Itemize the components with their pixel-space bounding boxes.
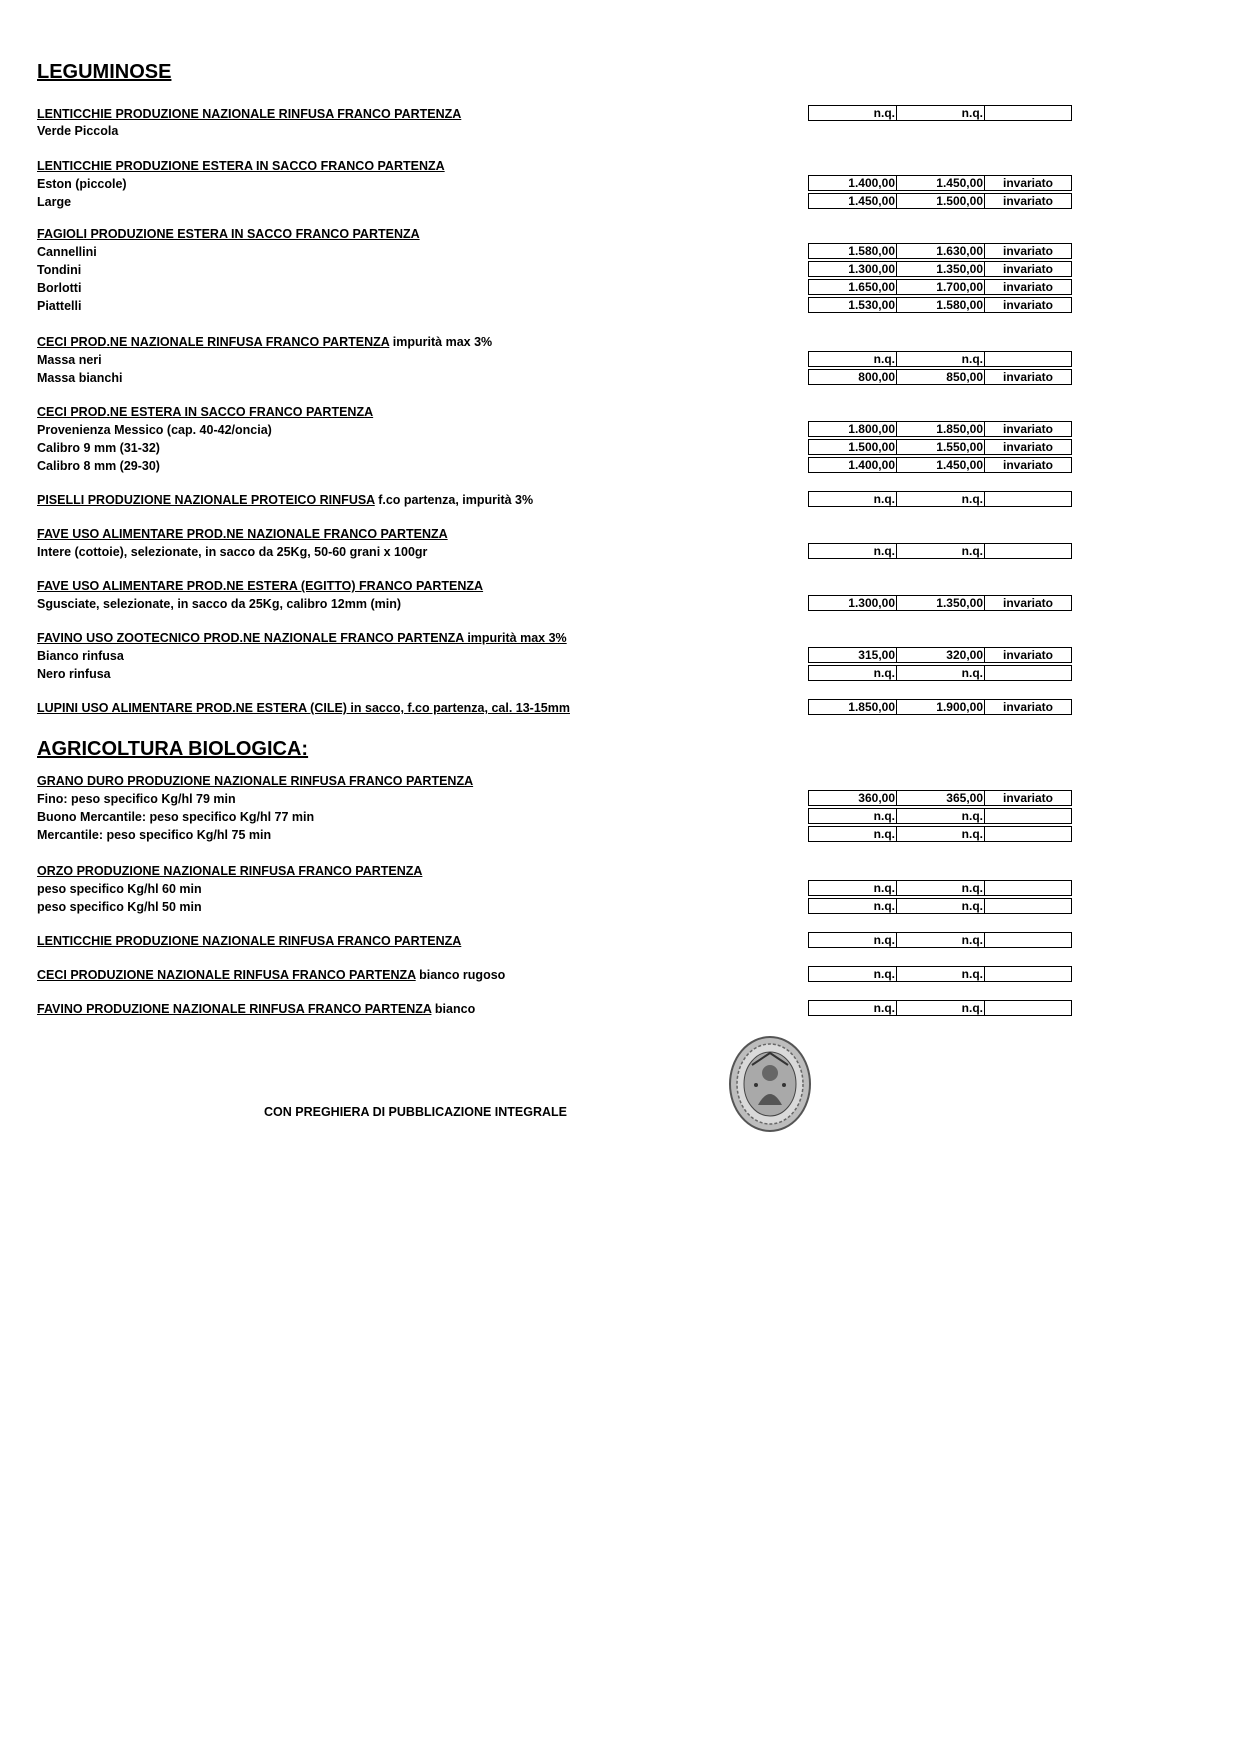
price-min: 315,00 [809, 648, 897, 662]
section-heading [37, 159, 445, 173]
price-min: 1.580,00 [809, 244, 897, 258]
product-row [0, 439, 1240, 456]
product-row [0, 421, 1240, 438]
section-heading [37, 1002, 475, 1016]
section-note: bianco rugoso [415, 968, 506, 982]
price-max: 1.580,00 [897, 298, 985, 312]
product-label: Cannellini [37, 245, 97, 259]
price-cells [808, 175, 1072, 191]
section-heading [37, 934, 461, 948]
product-row [0, 297, 1240, 314]
section-heading [37, 493, 533, 507]
section-heading [37, 527, 448, 541]
product-label: Massa bianchi [37, 371, 123, 385]
section-row [0, 225, 1240, 242]
price-variation: invariato [1002, 262, 1053, 276]
price-max: n.q. [897, 809, 985, 823]
product-row [0, 543, 1240, 560]
price-max: 1.450,00 [897, 458, 985, 472]
price-min: 1.450,00 [809, 194, 897, 208]
price-cells [808, 699, 1072, 715]
section-note: f.co partenza, impurità 3% [374, 493, 534, 507]
price-min: n.q. [809, 933, 897, 947]
price-max: n.q. [897, 492, 985, 506]
product-label: Large [37, 195, 72, 209]
price-max: 1.500,00 [897, 194, 985, 208]
price-max: n.q. [897, 967, 985, 981]
section-row [0, 105, 1240, 122]
section-heading [37, 405, 373, 419]
product-row [0, 279, 1240, 296]
price-max: n.q. [897, 899, 985, 913]
price-max: 850,00 [897, 370, 985, 384]
section-row [0, 525, 1240, 542]
price-variation: invariato [1002, 440, 1053, 454]
section-row [0, 772, 1240, 789]
product-row [0, 122, 1240, 139]
product-label: Nero rinfusa [37, 667, 111, 681]
price-cells [808, 647, 1072, 663]
price-variation [985, 1001, 1071, 1015]
section-title: CECI PROD.NE ESTERA IN SACCO FRANCO PARTENZA [37, 405, 374, 419]
section-title: CECI PROD.NE NAZIONALE RINFUSA FRANCO PARTENZA [37, 335, 390, 349]
section-title: LUPINI USO ALIMENTARE PROD.NE ESTERA (CILE) in sacco, f.co partenza, cal. 13-15mm [37, 701, 570, 715]
price-variation: invariato [1002, 298, 1053, 312]
section-heading [37, 968, 505, 982]
section-row [0, 491, 1240, 508]
section-title: FAGIOLI PRODUZIONE ESTERA IN SACCO FRANCO PARTENZA [37, 227, 420, 241]
price-max: n.q. [897, 933, 985, 947]
price-min: n.q. [809, 809, 897, 823]
price-variation: invariato [1002, 422, 1053, 436]
product-row [0, 261, 1240, 278]
price-cells [808, 491, 1072, 507]
price-variation [985, 106, 1071, 120]
section-row [0, 1000, 1240, 1017]
price-cells [808, 1000, 1072, 1016]
product-row [0, 790, 1240, 807]
price-variation [985, 544, 1071, 558]
footer-note: CON PREGHIERA DI PUBBLICAZIONE INTEGRALE [264, 1105, 568, 1119]
price-max: 1.450,00 [897, 176, 985, 190]
product-label: Intere (cottoie), selezionate, in sacco da 25Kg, 50-60 grani x 100gr [37, 545, 428, 559]
price-cells [808, 898, 1072, 914]
product-label: Fino: peso specifico Kg/hl 79 min [37, 792, 236, 806]
product-label: Sgusciate, selezionate, in sacco da 25Kg, calibro 12mm (min) [37, 597, 402, 611]
price-variation: invariato [1002, 648, 1053, 662]
price-max: n.q. [897, 881, 985, 895]
price-min: n.q. [809, 106, 897, 120]
price-cells [808, 966, 1072, 982]
product-row [0, 369, 1240, 386]
price-cells [808, 665, 1072, 681]
section-title: LENTICCHIE PRODUZIONE NAZIONALE RINFUSA FRANCO PARTENZA [37, 934, 462, 948]
price-cells [808, 543, 1072, 559]
product-row [0, 457, 1240, 474]
section-title: CECI PRODUZIONE NAZIONALE RINFUSA FRANCO PARTENZA [37, 968, 416, 982]
section-heading [37, 335, 492, 349]
product-row [0, 243, 1240, 260]
product-row [0, 193, 1240, 210]
price-min: 360,00 [809, 791, 897, 805]
price-cells [808, 421, 1072, 437]
section-row [0, 403, 1240, 420]
product-row [0, 898, 1240, 915]
section-row [0, 932, 1240, 949]
product-label: Calibro 8 mm (29-30) [37, 459, 160, 473]
price-cells [808, 351, 1072, 367]
price-cells [808, 297, 1072, 313]
price-max: n.q. [897, 666, 985, 680]
price-min: n.q. [809, 967, 897, 981]
price-max: 320,00 [897, 648, 985, 662]
product-label: Tondini [37, 263, 82, 277]
price-variation [985, 827, 1071, 841]
section-row [0, 577, 1240, 594]
price-variation [985, 881, 1071, 895]
price-variation [985, 933, 1071, 947]
price-min: 1.500,00 [809, 440, 897, 454]
seal-icon [728, 1035, 812, 1133]
price-min: 1.400,00 [809, 458, 897, 472]
price-max: 1.350,00 [897, 262, 985, 276]
price-cells [808, 439, 1072, 455]
price-variation [985, 967, 1071, 981]
price-variation: invariato [1002, 244, 1053, 258]
price-max: 1.350,00 [897, 596, 985, 610]
price-cells [808, 369, 1072, 385]
product-row [0, 665, 1240, 682]
section-heading [37, 107, 461, 121]
title-agricoltura-biologica: AGRICOLTURA BIOLOGICA: [37, 738, 309, 760]
price-min: n.q. [809, 544, 897, 558]
product-label: Borlotti [37, 281, 82, 295]
product-row [0, 351, 1240, 368]
price-max: n.q. [897, 544, 985, 558]
section-title: FAVE USO ALIMENTARE PROD.NE ESTERA (EGITTO) FRANCO PARTENZA [37, 579, 484, 593]
price-variation: invariato [1002, 194, 1053, 208]
title-leguminose: LEGUMINOSE [37, 61, 172, 83]
price-max: 1.900,00 [897, 700, 985, 714]
product-label: Verde Piccola [37, 124, 119, 138]
price-min: 1.650,00 [809, 280, 897, 294]
price-variation: invariato [1002, 700, 1053, 714]
price-variation [985, 899, 1071, 913]
price-variation: invariato [1002, 791, 1053, 805]
product-row [0, 880, 1240, 897]
price-variation: invariato [1002, 596, 1053, 610]
section-heading [37, 701, 570, 715]
section-title: LENTICCHIE PRODUZIONE ESTERA IN SACCO FRANCO PARTENZA [37, 159, 445, 173]
price-cells [808, 193, 1072, 209]
price-max: 365,00 [897, 791, 985, 805]
price-min: 1.300,00 [809, 262, 897, 276]
price-cells [808, 808, 1072, 824]
product-row [0, 175, 1240, 192]
price-min: 1.400,00 [809, 176, 897, 190]
section-note: impurità max 3% [389, 335, 493, 349]
price-variation: invariato [1002, 176, 1053, 190]
price-min: n.q. [809, 899, 897, 913]
price-max: n.q. [897, 827, 985, 841]
section-title: FAVE USO ALIMENTARE PROD.NE NAZIONALE FRANCO PARTENZA [37, 527, 448, 541]
price-variation [985, 492, 1071, 506]
product-label: Piattelli [37, 299, 82, 313]
price-variation: invariato [1002, 370, 1053, 384]
product-row [0, 808, 1240, 825]
price-min: n.q. [809, 352, 897, 366]
product-label: Calibro 9 mm (31-32) [37, 441, 160, 455]
price-variation [985, 809, 1071, 823]
product-label: Massa neri [37, 353, 102, 367]
price-variation: invariato [1002, 280, 1053, 294]
price-min: n.q. [809, 827, 897, 841]
price-cells [808, 826, 1072, 842]
product-label: Eston (piccole) [37, 177, 127, 191]
product-label: peso specifico Kg/hl 50 min [37, 900, 202, 914]
product-row [0, 647, 1240, 664]
price-max: 1.850,00 [897, 422, 985, 436]
price-min: n.q. [809, 666, 897, 680]
price-cells [808, 595, 1072, 611]
price-max: 1.550,00 [897, 440, 985, 454]
price-max: 1.630,00 [897, 244, 985, 258]
price-variation [985, 352, 1071, 366]
section-row [0, 629, 1240, 646]
price-max: 1.700,00 [897, 280, 985, 294]
section-title: FAVINO PRODUZIONE NAZIONALE RINFUSA FRANCO PARTENZA [37, 1002, 432, 1016]
price-cells [808, 457, 1072, 473]
section-row [0, 699, 1240, 716]
section-row [0, 333, 1240, 350]
price-min: n.q. [809, 1001, 897, 1015]
section-title: PISELLI PRODUZIONE NAZIONALE PROTEICO RINFUSA [37, 493, 375, 507]
product-row [0, 595, 1240, 612]
price-min: n.q. [809, 881, 897, 895]
price-max: n.q. [897, 1001, 985, 1015]
section-title: LENTICCHIE PRODUZIONE NAZIONALE RINFUSA FRANCO PARTENZA [37, 107, 462, 121]
section-title: GRANO DURO PRODUZIONE NAZIONALE RINFUSA FRANCO PARTENZA [37, 774, 474, 788]
price-cells [808, 279, 1072, 295]
price-cells [808, 243, 1072, 259]
price-variation: invariato [1002, 458, 1053, 472]
price-min: 1.300,00 [809, 596, 897, 610]
section-note: bianco [431, 1002, 476, 1016]
price-cells [808, 880, 1072, 896]
section-heading [37, 579, 483, 593]
section-row [0, 157, 1240, 174]
price-variation [985, 666, 1071, 680]
price-cells [808, 932, 1072, 948]
price-max: n.q. [897, 352, 985, 366]
section-heading [37, 864, 422, 878]
section-row [0, 862, 1240, 879]
section-heading [37, 631, 567, 645]
product-label: Bianco rinfusa [37, 649, 124, 663]
product-label: Buono Mercantile: peso specifico Kg/hl 77 min [37, 810, 315, 824]
product-row [0, 826, 1240, 843]
price-max: n.q. [897, 106, 985, 120]
price-min: 1.850,00 [809, 700, 897, 714]
price-min: 800,00 [809, 370, 897, 384]
section-heading [37, 227, 420, 241]
price-cells [808, 261, 1072, 277]
section-title: FAVINO USO ZOOTECNICO PROD.NE NAZIONALE FRANCO PARTENZA impurità max 3% [37, 631, 567, 645]
price-min: 1.800,00 [809, 422, 897, 436]
price-min: n.q. [809, 492, 897, 506]
product-label: Mercantile: peso specifico Kg/hl 75 min [37, 828, 272, 842]
price-cells [808, 790, 1072, 806]
section-row [0, 966, 1240, 983]
price-min: 1.530,00 [809, 298, 897, 312]
section-title: ORZO PRODUZIONE NAZIONALE RINFUSA FRANCO PARTENZA [37, 864, 423, 878]
product-label: peso specifico Kg/hl 60 min [37, 882, 202, 896]
product-label: Provenienza Messico (cap. 40-42/oncia) [37, 423, 272, 437]
section-heading [37, 774, 473, 788]
price-cells [808, 105, 1072, 121]
